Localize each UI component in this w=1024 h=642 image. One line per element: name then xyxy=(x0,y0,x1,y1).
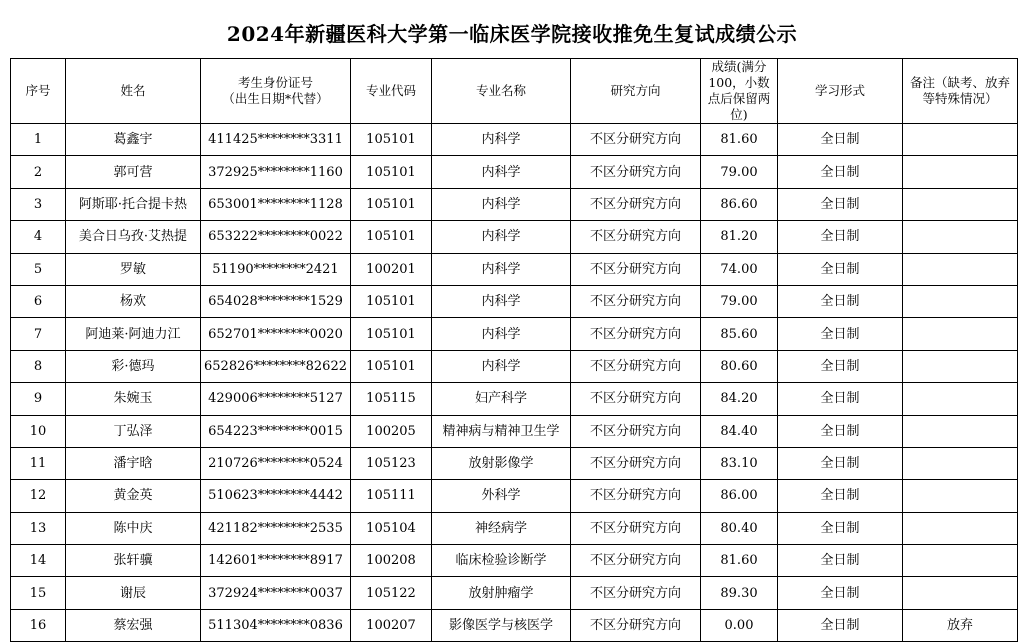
cell-name: 阿斯耶·托合提卡热 xyxy=(66,188,201,220)
table-body xyxy=(11,124,1018,642)
cell-score: 89.30 xyxy=(701,577,778,609)
cell-major-code: 100205 xyxy=(351,415,432,447)
cell-study-mode: 全日制 xyxy=(778,415,903,447)
header-major-code: 专业代码 xyxy=(351,59,432,124)
cell-id: 421182********2535 xyxy=(201,512,351,544)
cell-id: 51190********2421 xyxy=(201,253,351,285)
cell-name: 张轩骥 xyxy=(66,545,201,577)
cell-major-code: 105101 xyxy=(351,350,432,382)
cell-remarks xyxy=(903,447,1018,479)
cell-seq: 7 xyxy=(11,318,66,350)
table-row xyxy=(11,545,1018,577)
cell-remarks xyxy=(903,124,1018,156)
cell-direction: 不区分研究方向 xyxy=(571,545,701,577)
cell-direction: 不区分研究方向 xyxy=(571,609,701,641)
cell-major-name: 内科学 xyxy=(432,285,571,317)
cell-major-name: 内科学 xyxy=(432,188,571,220)
cell-direction: 不区分研究方向 xyxy=(571,253,701,285)
cell-score: 83.10 xyxy=(701,447,778,479)
cell-major-name: 内科学 xyxy=(432,221,571,253)
cell-remarks xyxy=(903,350,1018,382)
cell-major-code: 105122 xyxy=(351,577,432,609)
cell-major-name: 内科学 xyxy=(432,253,571,285)
cell-seq: 14 xyxy=(11,545,66,577)
cell-score: 81.60 xyxy=(701,545,778,577)
header-study-mode: 学习形式 xyxy=(778,59,903,124)
cell-direction: 不区分研究方向 xyxy=(571,156,701,188)
cell-id: 511304********0836 xyxy=(201,609,351,641)
cell-direction: 不区分研究方向 xyxy=(571,350,701,382)
cell-direction: 不区分研究方向 xyxy=(571,447,701,479)
table-row xyxy=(11,188,1018,220)
cell-seq: 6 xyxy=(11,285,66,317)
cell-id: 652701********0020 xyxy=(201,318,351,350)
cell-name: 阿迪莱·阿迪力江 xyxy=(66,318,201,350)
cell-study-mode: 全日制 xyxy=(778,156,903,188)
cell-id: 429006********5127 xyxy=(201,383,351,415)
table-row xyxy=(11,318,1018,350)
cell-seq: 2 xyxy=(11,156,66,188)
cell-remarks xyxy=(903,156,1018,188)
cell-study-mode: 全日制 xyxy=(778,545,903,577)
cell-major-name: 内科学 xyxy=(432,318,571,350)
cell-remarks xyxy=(903,383,1018,415)
cell-score: 81.20 xyxy=(701,221,778,253)
table-row xyxy=(11,609,1018,641)
table-row xyxy=(11,350,1018,382)
cell-name: 陈中庆 xyxy=(66,512,201,544)
cell-study-mode: 全日制 xyxy=(778,188,903,220)
cell-score: 0.00 xyxy=(701,609,778,641)
cell-direction: 不区分研究方向 xyxy=(571,318,701,350)
cell-major-code: 100207 xyxy=(351,609,432,641)
table-row xyxy=(11,156,1018,188)
cell-major-code: 105104 xyxy=(351,512,432,544)
cell-remarks xyxy=(903,285,1018,317)
cell-study-mode: 全日制 xyxy=(778,609,903,641)
cell-major-code: 105111 xyxy=(351,480,432,512)
cell-seq: 15 xyxy=(11,577,66,609)
table-row xyxy=(11,480,1018,512)
header-major-name: 专业名称 xyxy=(432,59,571,124)
cell-major-code: 105115 xyxy=(351,383,432,415)
cell-study-mode: 全日制 xyxy=(778,318,903,350)
cell-major-name: 临床检验诊断学 xyxy=(432,545,571,577)
cell-study-mode: 全日制 xyxy=(778,253,903,285)
results-table xyxy=(10,58,1018,642)
cell-name: 丁弘泽 xyxy=(66,415,201,447)
cell-major-code: 100201 xyxy=(351,253,432,285)
cell-remarks xyxy=(903,221,1018,253)
cell-major-name: 精神病与精神卫生学 xyxy=(432,415,571,447)
cell-remarks xyxy=(903,253,1018,285)
cell-seq: 11 xyxy=(11,447,66,479)
cell-study-mode: 全日制 xyxy=(778,221,903,253)
cell-id: 652826********82622 xyxy=(201,350,351,382)
cell-major-name: 内科学 xyxy=(432,156,571,188)
cell-major-code: 105101 xyxy=(351,188,432,220)
table-row xyxy=(11,253,1018,285)
cell-id: 653001********1128 xyxy=(201,188,351,220)
table-row xyxy=(11,415,1018,447)
cell-id: 210726********0524 xyxy=(201,447,351,479)
cell-score: 81.60 xyxy=(701,124,778,156)
table-row xyxy=(11,447,1018,479)
cell-score: 79.00 xyxy=(701,156,778,188)
cell-remarks xyxy=(903,577,1018,609)
cell-id: 372924********0037 xyxy=(201,577,351,609)
header-direction: 研究方向 xyxy=(571,59,701,124)
cell-study-mode: 全日制 xyxy=(778,285,903,317)
header-name: 姓名 xyxy=(66,59,201,124)
cell-major-name: 妇产科学 xyxy=(432,383,571,415)
cell-study-mode: 全日制 xyxy=(778,350,903,382)
cell-name: 彩·德玛 xyxy=(66,350,201,382)
cell-score: 80.40 xyxy=(701,512,778,544)
cell-score: 85.60 xyxy=(701,318,778,350)
cell-seq: 1 xyxy=(11,124,66,156)
cell-seq: 8 xyxy=(11,350,66,382)
cell-remarks xyxy=(903,512,1018,544)
cell-direction: 不区分研究方向 xyxy=(571,577,701,609)
cell-major-name: 放射影像学 xyxy=(432,447,571,479)
cell-remarks xyxy=(903,480,1018,512)
cell-major-name: 内科学 xyxy=(432,350,571,382)
table-row xyxy=(11,512,1018,544)
cell-id: 653222********0022 xyxy=(201,221,351,253)
cell-seq: 4 xyxy=(11,221,66,253)
cell-major-code: 105101 xyxy=(351,285,432,317)
cell-name: 谢辰 xyxy=(66,577,201,609)
table-row xyxy=(11,577,1018,609)
cell-remarks: 放弃 xyxy=(903,609,1018,641)
cell-major-name: 外科学 xyxy=(432,480,571,512)
cell-name: 葛鑫宇 xyxy=(66,124,201,156)
cell-score: 86.00 xyxy=(701,480,778,512)
table-row xyxy=(11,221,1018,253)
cell-id: 654223********0015 xyxy=(201,415,351,447)
cell-name: 罗敏 xyxy=(66,253,201,285)
cell-direction: 不区分研究方向 xyxy=(571,285,701,317)
cell-id: 142601********8917 xyxy=(201,545,351,577)
cell-seq: 3 xyxy=(11,188,66,220)
cell-direction: 不区分研究方向 xyxy=(571,512,701,544)
cell-id: 372925********1160 xyxy=(201,156,351,188)
cell-study-mode: 全日制 xyxy=(778,480,903,512)
page-title: 2024年新疆医科大学第一临床医学院接收推免生复试成绩公示 xyxy=(226,22,798,46)
header-id-label: 考生身份证号 （出生日期*代替） xyxy=(222,75,329,106)
cell-name: 美合日乌孜·艾热提 xyxy=(66,221,201,253)
cell-score: 74.00 xyxy=(701,253,778,285)
cell-seq: 16 xyxy=(11,609,66,641)
cell-id: 411425********3311 xyxy=(201,124,351,156)
cell-remarks xyxy=(903,545,1018,577)
header-score: 成绩(满分100，小数点后保留两位) xyxy=(701,59,778,124)
cell-major-name: 内科学 xyxy=(432,124,571,156)
cell-major-name: 放射肿瘤学 xyxy=(432,577,571,609)
cell-major-code: 100208 xyxy=(351,545,432,577)
cell-score: 86.60 xyxy=(701,188,778,220)
cell-direction: 不区分研究方向 xyxy=(571,124,701,156)
table-row xyxy=(11,383,1018,415)
cell-name: 杨欢 xyxy=(66,285,201,317)
cell-remarks xyxy=(903,415,1018,447)
cell-study-mode: 全日制 xyxy=(778,383,903,415)
cell-score: 80.60 xyxy=(701,350,778,382)
cell-seq: 9 xyxy=(11,383,66,415)
cell-name: 黄金英 xyxy=(66,480,201,512)
cell-study-mode: 全日制 xyxy=(778,124,903,156)
cell-major-name: 影像医学与核医学 xyxy=(432,609,571,641)
cell-seq: 12 xyxy=(11,480,66,512)
cell-name: 蔡宏强 xyxy=(66,609,201,641)
cell-seq: 13 xyxy=(11,512,66,544)
cell-major-code: 105123 xyxy=(351,447,432,479)
cell-id: 654028********1529 xyxy=(201,285,351,317)
cell-major-code: 105101 xyxy=(351,221,432,253)
cell-seq: 10 xyxy=(11,415,66,447)
cell-major-name: 神经病学 xyxy=(432,512,571,544)
table-row xyxy=(11,124,1018,156)
cell-id: 510623********4442 xyxy=(201,480,351,512)
cell-major-code: 105101 xyxy=(351,124,432,156)
cell-name: 潘宇晗 xyxy=(66,447,201,479)
header-id xyxy=(201,59,351,124)
cell-study-mode: 全日制 xyxy=(778,577,903,609)
cell-seq: 5 xyxy=(11,253,66,285)
header-seq: 序号 xyxy=(11,59,66,124)
header-remarks: 备注（缺考、放弃等特殊情况） xyxy=(903,59,1018,124)
cell-remarks xyxy=(903,188,1018,220)
cell-major-code: 105101 xyxy=(351,156,432,188)
cell-score: 79.00 xyxy=(701,285,778,317)
cell-direction: 不区分研究方向 xyxy=(571,221,701,253)
cell-direction: 不区分研究方向 xyxy=(571,415,701,447)
table-header-row xyxy=(11,59,1018,124)
cell-score: 84.20 xyxy=(701,383,778,415)
cell-score: 84.40 xyxy=(701,415,778,447)
cell-direction: 不区分研究方向 xyxy=(571,480,701,512)
cell-major-code: 105101 xyxy=(351,318,432,350)
cell-remarks xyxy=(903,318,1018,350)
cell-direction: 不区分研究方向 xyxy=(571,383,701,415)
cell-study-mode: 全日制 xyxy=(778,447,903,479)
table-row xyxy=(11,285,1018,317)
cell-name: 朱婉玉 xyxy=(66,383,201,415)
cell-name: 郭可营 xyxy=(66,156,201,188)
cell-direction: 不区分研究方向 xyxy=(571,188,701,220)
cell-study-mode: 全日制 xyxy=(778,512,903,544)
